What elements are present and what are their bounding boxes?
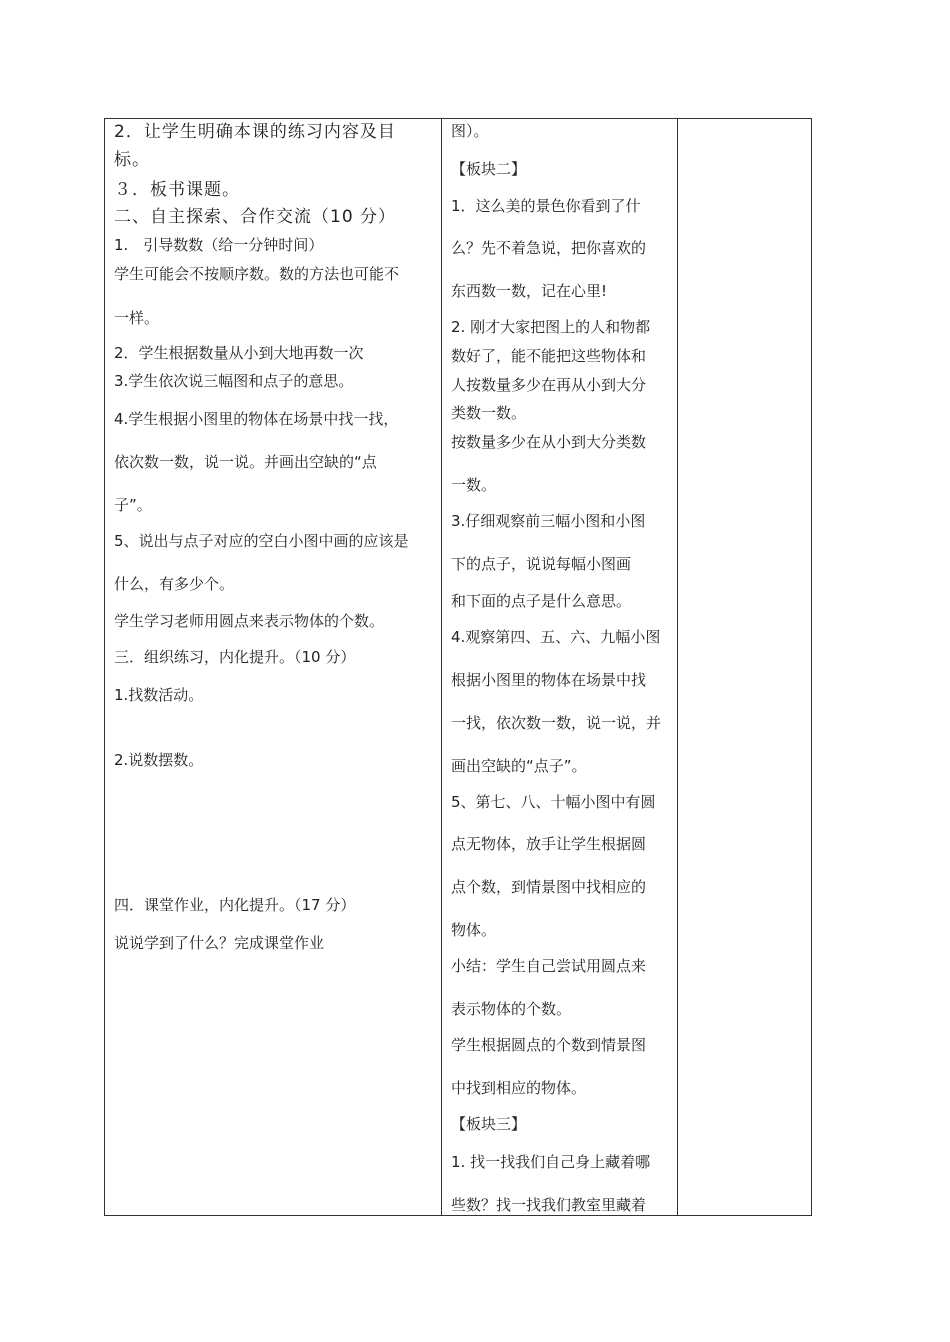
text-line: 中找到相应的物体。	[451, 1079, 587, 1097]
text-line: 说说学到了什么？完成课堂作业	[114, 934, 325, 952]
text-line: 2.说数摆数。	[114, 751, 204, 769]
text-line: 1. 引导数数（给一分钟时间）	[114, 236, 324, 254]
column-divider	[677, 119, 678, 1215]
text-line: 依次数一数，说一说。并画出空缺的“点	[114, 453, 377, 471]
text-line: 东西数一数，记在心里!	[451, 282, 608, 300]
text-line: ３．板书课题。	[114, 180, 240, 200]
text-line: 表示物体的个数。	[451, 1000, 572, 1018]
text-line: 下的点子，说说每幅小图画	[451, 555, 632, 573]
text-line: 学生可能会不按顺序数。数的方法也可能不	[114, 265, 400, 283]
text-line: 2．让学生明确本课的练习内容及目	[114, 122, 396, 142]
text-line: 1.找数活动。	[114, 686, 204, 704]
text-line: 1. 找一找我们自己身上藏着哪	[451, 1153, 651, 1171]
column-divider	[441, 119, 442, 1215]
section-heading: 二、自主探索、合作交流（10 分）	[114, 207, 397, 227]
text-line: 1．这么美的景色你看到了什	[451, 197, 641, 215]
text-line: 2．学生根据数量从小到大地再数一次	[114, 344, 364, 362]
text-line: 和下面的点子是什么意思。	[451, 592, 632, 610]
text-line: 按数量多少在从小到大分类数	[451, 433, 647, 451]
text-line: 点个数，到情景图中找相应的	[451, 878, 647, 896]
block-heading: 【板块二】	[451, 160, 527, 178]
section-heading: 三．组织练习，内化提升。（10 分）	[114, 648, 356, 666]
text-line: 4.学生根据小图里的物体在场景中找一找，	[114, 410, 399, 428]
text-line: 标。	[114, 150, 150, 170]
section-heading: 四．课堂作业，内化提升。（17 分）	[114, 896, 356, 914]
block-heading: 【板块三】	[451, 1115, 527, 1133]
text-line: 些数？找一找我们教室里藏着	[451, 1196, 647, 1214]
text-line: 一找，依次数一数，说一说，并	[451, 714, 662, 732]
text-line: 2. 刚才大家把图上的人和物都	[451, 318, 651, 336]
text-line: 根据小图里的物体在场景中找	[451, 671, 647, 689]
text-line: 么？先不着急说，把你喜欢的	[451, 239, 647, 257]
text-line: 学生根据圆点的个数到情景图	[451, 1036, 647, 1054]
text-line: 数好了，能不能把这些物体和	[451, 347, 647, 365]
text-line: 5、第七、八、十幅小图中有圆	[451, 793, 656, 811]
text-line: 子”。	[114, 496, 152, 514]
text-line: 什么，有多少个。	[114, 575, 235, 593]
text-line: 3.仔细观察前三幅小图和小图	[451, 512, 646, 530]
text-line: 一样。	[114, 309, 160, 327]
text-line: 类数一数。	[451, 404, 527, 422]
text-line: 3.学生依次说三幅图和点子的意思。	[114, 372, 354, 390]
text-line: 图）。	[451, 122, 489, 140]
text-line: 物体。	[451, 921, 497, 939]
text-line: 画出空缺的“点子”。	[451, 757, 587, 775]
text-line: 5、说出与点子对应的空白小图中画的应该是	[114, 532, 409, 550]
text-line: 学生学习老师用圆点来表示物体的个数。	[114, 612, 385, 630]
text-line: 一数。	[451, 476, 497, 494]
text-line: 人按数量多少在再从小到大分	[451, 376, 647, 394]
text-line: 小结：学生自己尝试用圆点来	[451, 957, 647, 975]
text-line: 4.观察第四、五、六、九幅小图	[451, 628, 661, 646]
text-line: 点无物体，放手让学生根据圆	[451, 835, 647, 853]
